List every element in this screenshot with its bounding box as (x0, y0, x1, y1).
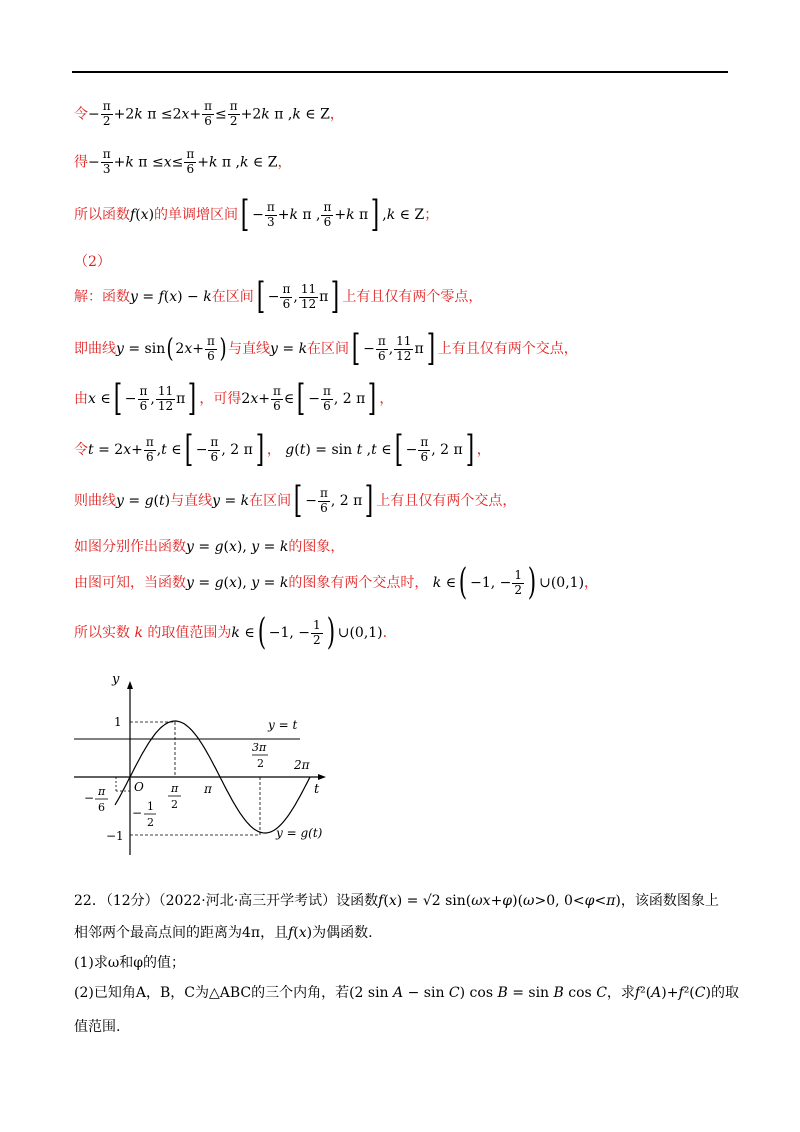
text: 由图可知，当函数 (74, 575, 186, 591)
tick-three-pi-over-two-den: 2 (257, 757, 264, 770)
part2-marker (74, 251, 111, 271)
solution-line-5: 解：函数y = f(x) − k在区间[ − $\frac{\pi}{6}$ , $\frac{11}{12}$ π] 上有且仅有两个零点， (74, 276, 483, 317)
text: 在区间 (307, 341, 350, 357)
text: 值范围. (74, 1019, 121, 1035)
tick-neg-one: −1 (106, 829, 124, 843)
y-axis-label: y (112, 672, 120, 687)
text: 的单调增区间 (154, 207, 239, 223)
text: (2)已知角A，B，C为△ABC的三个内角，若 (74, 985, 350, 1001)
tick-neg-pi-over-six-den: 6 (98, 801, 105, 814)
tick-pi-over-two-den: 2 (171, 798, 178, 811)
text: 上有且仅有两个交点， (437, 341, 578, 357)
text: 与直线 (228, 341, 270, 357)
tick-two-pi: 2π (294, 758, 310, 772)
text: ， (277, 154, 292, 171)
text: 在区间 (249, 493, 292, 509)
text: 的取值范围为 (147, 625, 232, 641)
text: 由 (74, 391, 88, 407)
tick-neg-half-num: 1 (147, 800, 154, 813)
q22-line-1: 22．（12分）（2022·河北·高三开学考试）设函数f(x) = √2 sin(ωx+φ)(ω>0, 0<φ<π)，该函数图象上 (74, 893, 719, 909)
text: 上有且仅有两个交点， (376, 493, 517, 509)
text: 为偶函数. (312, 925, 373, 941)
text: 得 (74, 154, 88, 171)
text: ， (329, 106, 344, 123)
text: . (382, 625, 388, 641)
text: 如图分别作出函数 (74, 539, 186, 555)
tick-neg-half-den: 2 (147, 816, 154, 829)
solution-line-9: 则曲线y = g(t)与直线y = k在区间[ − $\frac{\pi}{6}$ , 2 π] 上有且仅有两个交点， (74, 480, 517, 521)
text: 令 (74, 106, 88, 123)
solution-line-8: 令t = 2x+ $\frac{\pi}{6}$ ,t ∈[ − $\frac{\pi}{6}$ , 2 π] ， g(t) = sin t ,t ∈[ − $\frac{\pi}{6}$ , 2 π] ， (74, 429, 491, 470)
solution-line-1: 令− $\frac{\pi}{2}$ +2k π ≤2x+ $\frac{\pi}{6}$ ≤ $\frac{\pi}{2}$ +2k π ,k ∈ Z， (74, 99, 344, 128)
solution-line-7: 由x ∈[ − $\frac{\pi}{6}$ , $\frac{11}{12}$ π] ，可得2x+ $\frac{\pi}{6}$ ∈[ − $\frac{\pi}{6}$ , 2 π] ， (74, 378, 394, 419)
text: ，可得 (199, 391, 242, 407)
q22-line-2: 相邻两个最高点间的距离为4π，且f(x)为偶函数. (74, 925, 373, 941)
sine-graph (70, 665, 330, 865)
tick-neg-pi-over-six-num: π (98, 785, 106, 798)
neg-sign: − (132, 806, 143, 820)
text: (1)求ω和φ的值； (74, 955, 186, 971)
text: ，该函数图象上 (620, 893, 719, 909)
t-axis-label: t (314, 782, 320, 797)
solution-line-3: 所以函数f(x)的单调增区间[ − $\frac{\pi}{3}$ +k π , $\frac{\pi}{6}$ +k π] ,k ∈ Z； (74, 194, 439, 235)
tick-pi-over-two-num: π (171, 782, 179, 795)
solution-line-6: 即曲线y = sin( 2x+ $\frac{\pi}{6}$ ) 与直线y = k在区间[ − $\frac{\pi}{6}$ , $\frac{11}{12}$ π] 上有且仅有两个交点， (74, 328, 578, 369)
solution-line-12: 所以实数 k 的取值范围为k ∈( −1, − $\frac{1}{2}$ ) ∪(0,1). (74, 612, 388, 653)
text: ， (476, 442, 491, 458)
solution-line-2: 得− $\frac{\pi}{3}$ +k π ≤x≤ $\frac{\pi}{6}$ +k π ,k ∈ Z， (74, 147, 292, 176)
header-rule (72, 71, 728, 73)
y-axis-arrow (127, 681, 133, 689)
text: ， (379, 391, 394, 407)
text: ，求 (606, 985, 635, 1001)
q22-part-1 (74, 952, 185, 972)
text: 则曲线 (74, 493, 116, 509)
solution-line-11: 由图可知，当函数y = g(x), y = k的图象有两个交点时， k ∈( −1, − $\frac{1}{2}$ ) ∪(0,1)， (74, 562, 599, 603)
text: （2） (74, 254, 111, 270)
text: ； (424, 207, 439, 223)
text: 所以实数 (74, 625, 130, 641)
text: ， (584, 575, 599, 591)
text: 解：函数 (74, 289, 130, 305)
line-label: y = t (268, 718, 298, 732)
text: ， (266, 442, 281, 458)
q22-line-5 (74, 1016, 120, 1036)
text: 与直线 (170, 493, 213, 509)
text: 即曲线 (74, 341, 116, 357)
t-axis-arrow (318, 774, 326, 780)
tick-three-pi-over-two-num: 3π (252, 741, 267, 754)
tick-one: 1 (114, 715, 122, 729)
text: 的取 (710, 985, 739, 1001)
q22-part-2: (2)已知角A，B，C为△ABC的三个内角，若(2 sin A − sin C) cos B = sin B cos C，求f²(A)+f²(C)的取 (74, 985, 739, 1001)
text: 所以函数 (74, 207, 130, 223)
solution-line-10: 如图分别作出函数y = g(x), y = k的图象， (74, 539, 345, 555)
curve-label: y = g(t) (276, 826, 323, 840)
text: 相邻两个最高点间的距离为4π，且 (74, 925, 289, 941)
text: 令 (74, 442, 88, 458)
text: 在区间 (211, 289, 254, 305)
origin-label: O (134, 780, 144, 794)
text: 的图象， (288, 539, 345, 555)
text: 22．（12分）（2022·河北·高三开学考试）设函数 (74, 893, 379, 909)
neg-sign: − (84, 791, 95, 805)
tick-pi: π (204, 782, 212, 796)
text: 上有且仅有两个零点， (342, 289, 483, 305)
text: 的图象有两个交点时， (288, 575, 429, 591)
